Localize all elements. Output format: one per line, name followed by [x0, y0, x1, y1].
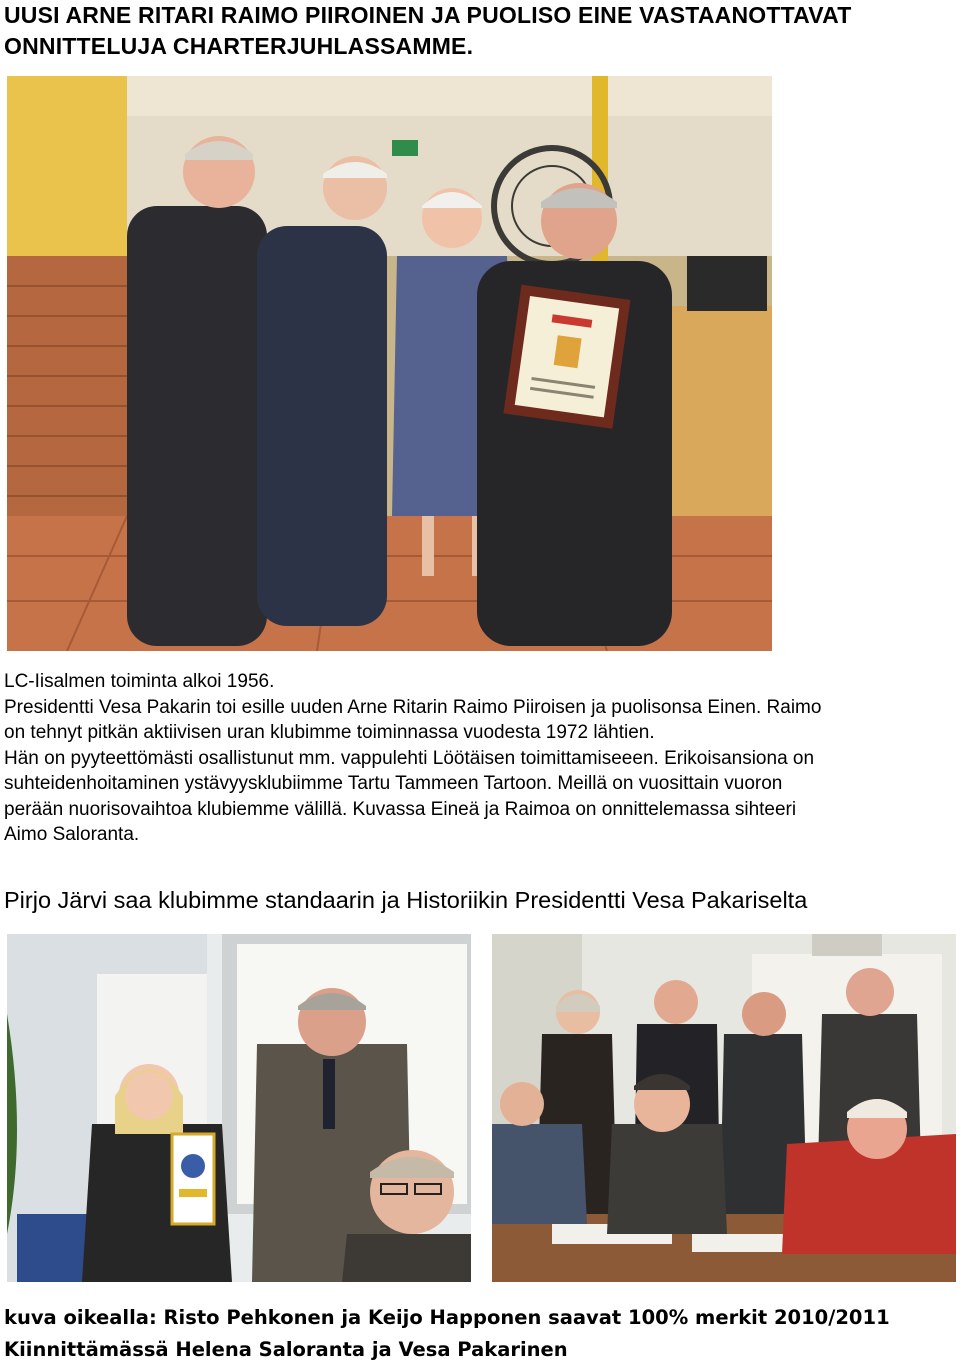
body-line-6: perään nuorisovaihtoa klubiemme välillä. Kuvassa Eineä ja Raimoa on onnittelemassa sihteeri — [4, 798, 797, 820]
body-line-5: suhteidenhoitaminen ystävyysklubiimme Tartu Tammeen Tartoon. Meillä on vuosittain vuoron — [4, 773, 783, 794]
charter-celebration-photo-graphic — [7, 76, 772, 651]
badge-ceremony-photo-graphic — [492, 934, 956, 1282]
body-line-7: Aimo Saloranta. — [4, 824, 140, 845]
section-heading: Pirjo Järvi saa klubimme standaarin ja Historiikin Presidentti Vesa Pakariselta — [4, 887, 808, 913]
caption-line-2: Kiinnittämässä Helena Saloranta ja Vesa Pakarinen — [4, 1338, 568, 1361]
caption-line-1: kuva oikealla: Risto Pehkonen ja Keijo Happonen saavat 100% merkit 2010/2011 — [4, 1306, 890, 1329]
body-line-4: Hän on pyyteettömästi osallistunut mm. vappulehti Löötäisen toimittamiseeen. Erikoisansiona on — [4, 747, 815, 769]
headline — [4, 0, 954, 62]
standard-handover-photo-graphic — [7, 934, 471, 1282]
standard-handover-photo — [7, 934, 471, 1282]
badge-ceremony-photo — [492, 934, 956, 1282]
article-body — [4, 669, 959, 848]
headline-line-2: ONNITTELUJA CHARTERJUHLASSAMME. — [4, 33, 474, 59]
body-line-3: on tehnyt pitkän aktiivisen uran klubimme toiminnassa vuodesta 1972 lähtien. — [4, 722, 655, 743]
photo-caption — [4, 1302, 959, 1366]
body-line-2: Presidentti Vesa Pakarin toi esille uuden Arne Ritarin Raimo Piiroisen ja puolisonsa Einen. Raimo — [4, 696, 822, 718]
headline-line-1: UUSI ARNE RITARI RAIMO PIIROINEN JA PUOLISO EINE VASTAANOTTAVAT — [4, 2, 852, 28]
body-line-1: LC-Iisalmen toiminta alkoi 1956. — [4, 671, 275, 692]
charter-celebration-photo — [7, 76, 772, 651]
